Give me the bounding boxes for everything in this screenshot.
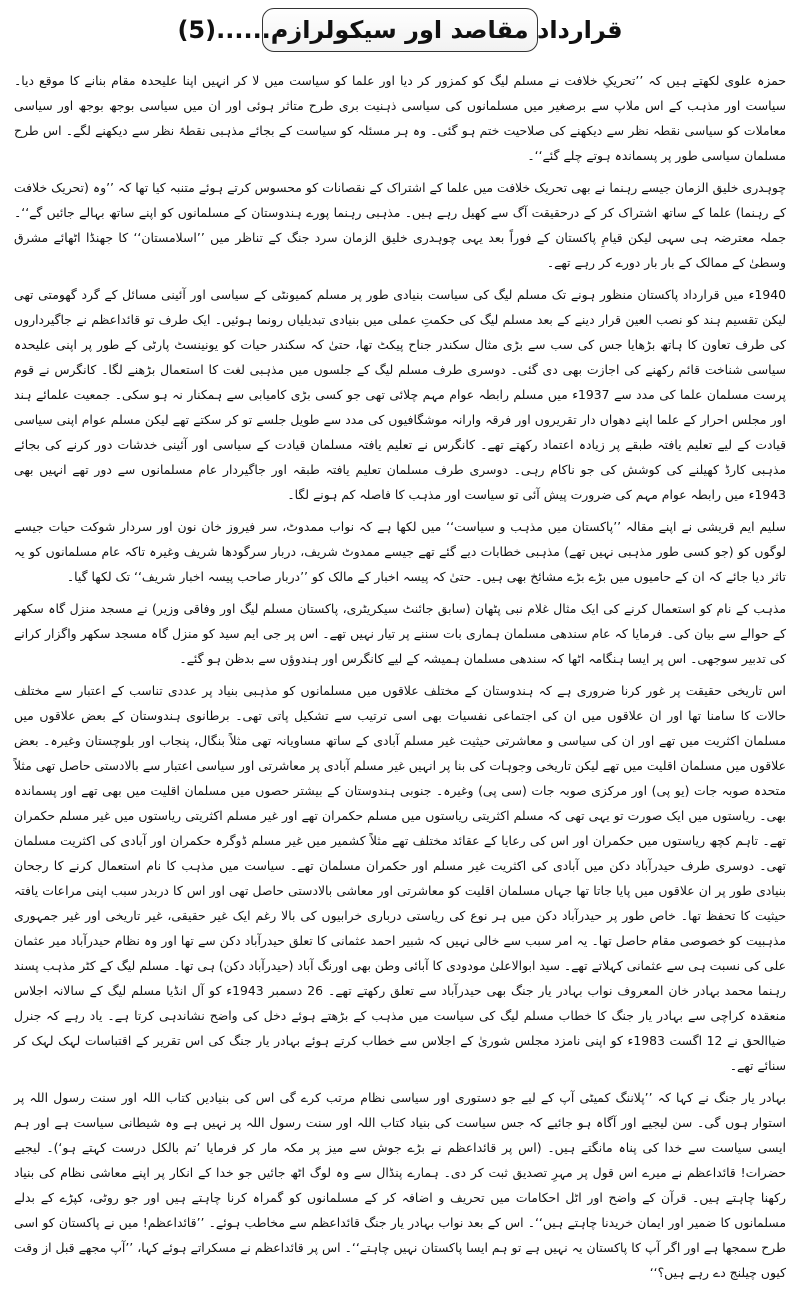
paragraph: حمزہ علوی لکھتے ہیں کہ ’’تحریکِ خلافت نے مسلم لیگ کو کمزور کر دیا اور علما کو سیاست میں لا کر انہیں اپنا علیحدہ مقام بنانے کا موقع دیا۔ سیاست اور مذہب کے اس ملاپ سے برصغیر میں مسلمانوں کی سیاسی ذہنیت بری طرح متاثر ہوئی اور ان میں سیاسی بوجھ بوجھ اور سیاسی معاملات کو سیاسی نقطہ نظر سے دیکھنے کی صلاحیت ختم ہو گئی۔ وہ ہر مسئلہ کو سیاست کے بجائے مذہبی نقطۂ نظر سے دیکھنے لگے۔ اس طرح مسلمان سیاسی طور پر پسماندہ ہوتے چلے گئے‘‘۔ (14, 73, 786, 163)
paragraph: بہادر یار جنگ نے کہا کہ ’’پلاننگ کمیٹی آپ کے لیے جو دستوری اور سیاسی نظام مرتب کرے گی اس کی بنیادیں کتاب اللہ اور سنت رسول اللہ پر استوار ہوں گی۔ سن لیجیے اور آگاہ ہو جائیے کہ جس سیاست کی بنیاد کتاب اللہ اور سنت رسول اللہ پر نہیں ہے وہ شیطانی سیاست ہے اور ہم ایسی سیاست سے خدا کی پناہ مانگتے ہیں۔ (اس پر قائداعظم نے بڑے جوش سے میز پر مکہ مار کر فرمایا ’تم بالکل درست کہتے ہو‘)۔ لیجیے حضرات! قائداعظم نے میرے اس قول پر مہرِ تصدیق ثبت کر دی۔ ہمارے پنڈال سے وہ لوگ اٹھ جائیں جو خدا کے انکار پر اپنے معاشی نظام کی بنیاد رکھنا چاہتے ہیں۔ قرآن کے واضح اور اٹل احکامات میں تحریف و اضافہ کر کے مسلمانوں کو گمراہ کرنا چاہتے ہیں اور جو روٹی، کپڑے کے بدلے مسلمانوں کا ضمیر اور ایمان خریدنا چاہتے ہیں‘‘۔ اس کے بعد نواب بہادر یار جنگ قائداعظم سے مخاطب ہوئے۔ ’’قائداعظم! میں نے پاکستان کو اسی طرح سمجھا ہے اور اگر آپ کا پاکستان یہ نہیں ہے تو ہم ایسا پاکستان نہیں چاہتے‘‘۔ اس پر قائداعظم نے مسکراتے ہوئے کہا، ’’آپ مجھے قبل از وقت کیوں چیلنج دے رہے ہیں؟‘‘ (14, 1090, 786, 1280)
title-bar (14, 8, 786, 54)
paragraph: 1940ء میں قرارداد پاکستان منظور ہونے تک مسلم لیگ کی سیاست بنیادی طور پر مسلم کمیونٹی کے سیاسی اور آئینی مسائل کے گرد گھومتی تھی لیکن تقسیم ہند کو نصب العین قرار دینے کے بعد مسلم لیگ کی حکمتِ عملی میں بنیادی تبدیلیاں رونما ہوئیں۔ ایک طرف تو قائداعظم نے جاگیرداروں کی طرف تعاون کا ہاتھ بڑھایا جس کی سب سے بڑی مثال سکندر جناح پیکٹ تھا، حتیٰ کہ سکندر حیات کو یونینسٹ پارٹی کے طور پر اپنی علیحدہ سیاسی شناخت قائم رکھنے کی اجازت بھی دی گئی۔ دوسری طرف مسلم لیگ کے جلسوں میں مذہبی لغت کا استعمال بڑھنے لگا۔ کانگرس نے قوم پرست مسلمان علما کی مدد سے 1937ء میں مسلم رابطہ عوام مہم چلائی تھی جو کسی بڑی کامیابی سے ہمکنار نہ ہو سکی۔ جمعیت علمائے ہند اور مجلس احرار کے علما اپنے دھواں دار تقریروں اور فرقہ وارانہ موشگافیوں کی مدد سے طویل جلسے تو کر سکتے تھے لیکن مسلم عوام اپنی سیاسی قیادت کے لیے تعلیم یافتہ طبقے پر زیادہ اعتماد رکھتے تھے۔ کانگرس نے تعلیم یافتہ مسلمان قیادت کے سیاسی اور آئینی خدشات دور کرنے کی بجائے مذہبی کارڈ کھیلنے کی کوشش کی جو ناکام رہی۔ دوسری طرف مسلمان تعلیم یافتہ طبقہ اور جاگیردار عام مسلمانوں سے دور تھے انہیں بھی 1943ء میں رابطہ عوام مہم کی ضرورت پیش آئی تو سیاست اور مذہب کا فاصلہ کم ہونے لگا۔ (14, 287, 786, 502)
paragraph: اس تاریخی حقیقت پر غور کرنا ضروری ہے کہ ہندوستان کے مختلف علاقوں میں مسلمانوں کو مذہبی بنیاد پر عددی تناسب کے اعتبار سے مختلف حالات کا سامنا تھا اور ان علاقوں میں ان کی اجتماعی نفسیات بھی اسی ترتیب سے تشکیل پاتی تھی۔ برطانوی ہندوستان کے بعض علاقوں میں مسلمان اکثریت میں تھے اور ان کی سیاسی و معاشرتی حیثیت غیر مسلم آبادی کے ساتھ مساویانہ تھی مثلاً بنگال، پنجاب اور بلوچستان وغیرہ۔ بعض علاقوں میں مسلمان اقلیت میں تھے لیکن تاریخی وجوہات کی بنا پر انہیں غیر مسلم آبادی پر معاشرتی اور سیاسی اعتبار سے بالادستی حاصل تھی مثلاً متحدہ صوبہ جات (یو پی) اور مرکزی صوبہ جات (سی پی) وغیرہ۔ جنوبی ہندوستان کے بیشتر حصوں میں مسلمان اقلیت میں بھی تھے اور پسماندہ بھی۔ ریاستوں میں ایک صورت تو یہی تھی کہ مسلم اکثریتی ریاستوں میں مسلم حکمران تھے اور غیر مسلم اکثریتی ریاستوں میں غیر مسلم حکمران تھے۔ تاہم کچھ ریاستوں میں حکمران اور اس کی رعایا کے عقائد مختلف تھے مثلاً کشمیر میں غیر مسلم ڈوگرہ حکمران اور آبادی کی اکثریت مسلمان تھی۔ دوسری طرف حیدرآباد دکن میں آبادی کی اکثریت غیر مسلم اور حکمران مسلمان تھے۔ سیاست میں مذہب کا نام استعمال کرنے کا رجحان بنیادی طور پر ان علاقوں میں پایا جاتا تھا جہاں مسلمان اقلیت کو معاشرتی اور معاشی بالادستی حاصل تھی اور اس کا دربدر سبب اپنی مراعات یافتہ حیثیت کا تحفظ تھا۔ خاص طور پر حیدرآباد دکن میں ہر نوع کی ریاستی درباری خرابیوں کی بالا رغم ایک غیر حقیقی، غیر تاریخی اور غیر جمہوری مذہبیت کو خصوصی مقام حاصل تھا۔ یہ امر سبب سے خالی نہیں کہ شبیر احمد عثمانی کا تعلق حیدرآباد دکن سے تھا اور وہ نظام حیدرآباد میر عثمان علی کی نسبت ہی سے عثمانی کہلاتے تھے۔ سید ابوالاعلیٰ مودودی کا آبائی وطن بھی اورنگ آباد (حیدرآباد دکن) ہی تھا۔ مسلم لیگ کے کٹر مذہب پسند رہنما محمد بہادر خان المعروف نواب بہادر یار جنگ بھی حیدرآباد سے تعلق رکھتے تھے۔ 26 دسمبر 1943ء کو آل انڈیا مسلم لیگ کے سالانہ اجلاس منعقدہ کراچی سے بہادر یار جنگ کا خطاب مسلم لیگ کی سیاست میں مذہب کے بڑھتے ہوئے دخل کی واضح نشاندہی کرتا ہے۔ یاد رہے کہ جنرل ضیاالحق نے 12 اگست 1983ء کو اپنی نامزد مجلس شوریٰ کے اجلاس سے خطاب کرتے ہوئے بہادر یار جنگ کی اس تقریر کے اقتباسات لہک لہک کر سنائے تھے۔ (14, 683, 786, 1073)
paragraph: سلیم ایم قریشی نے اپنے مقالہ ’’پاکستان میں مذہب و سیاست‘‘ میں لکھا ہے کہ نواب ممدوٹ، سر فیروز خان نون اور سردار شوکت حیات جیسے لوگوں کو (جو کسی طور مذہبی نہیں تھے) مذہبی خطابات دیے گئے تھے جیسے ممدوٹ شریف، دربار سرگودھا شریف وغیرہ تاکہ عام مسلمانوں کو یہ تاثر دیا جائے کہ ان کے حامیوں میں بڑے بڑے مشائخ بھی ہیں۔ حتیٰ کہ پیسہ اخبار کے مالک کو ’’دربار صاحب پیسہ اخبار شریف‘‘ تک لکھا گیا۔ (14, 519, 786, 584)
article-title: قرارداد مقاصد اور سیکولرازم......(5) (262, 8, 538, 52)
paragraph: مذہب کے نام کو استعمال کرنے کی ایک مثال غلام نبی پٹھان (سابق جائنٹ سیکریٹری، پاکستان مسلم لیگ اور وفاقی وزیر) نے مسجد منزل گاہ سکھر کے حوالے سے بیان کی۔ فرمایا کہ عام سندھی مسلمان ہماری بات سننے پر تیار نہیں تھے۔ اس پر جی ایم سید کو منزل گاہ مسجد سکھر واگزار کرانے کی تدبیر سوجھی۔ اس پر ایسا ہنگامہ اٹھا کہ سندھی مسلمان ہمیشہ کے لیے کانگرس اور ہندوؤں سے بدظن ہو گئے۔ (14, 601, 786, 666)
paragraph: چوہدری خلیق الزمان جیسے رہنما نے بھی تحریک خلافت میں علما کے اشتراک کے نقصانات کو محسوس کرتے ہوئے متنبہ کیا تھا کہ ’’وہ (تحریک خلافت کے رہنما) علما کے ساتھ اشتراک کر کے درحقیقت آگ سے کھیل رہے ہیں۔ مذہبی رہنما پورے ہندوستان کے مسلمانوں کو اپنے ساتھ بہالے جائیں گے‘‘۔ جملہ معترضہ ہی سہی لیکن قیامِ پاکستان کے فوراً بعد یہی چوہدری خلیق الزمان سرد جنگ کے تناظر میں ’’اسلامستان‘‘ کا جھنڈا اٹھائے مشرق وسطیٰ کے ممالک کے بار بار دورے کر رہے تھے۔ (14, 180, 786, 270)
article-body (14, 68, 786, 1285)
